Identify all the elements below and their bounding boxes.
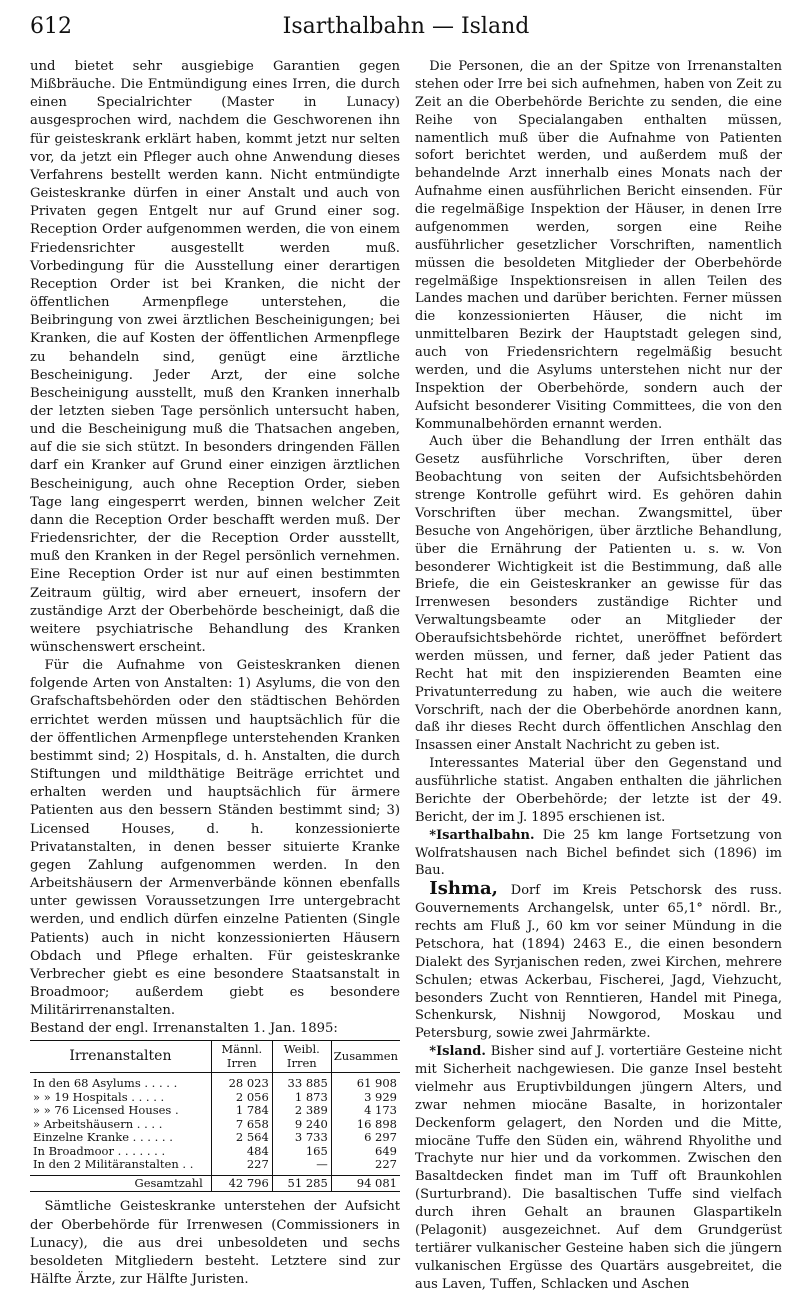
table-cell: 16 898 [331,1118,400,1132]
table-header-cell: Männl. Irren [211,1041,272,1073]
entry-text: Die 25 km lange Fortsetzung von Wolfratshausen nach Bichel befindet sich (1896) im Bau. [415,827,782,879]
entry-lemma: *Island. [429,1044,486,1060]
paragraph-anstalten: Für die Aufnahme von Geisteskranken dienen folgende Arten von Anstalten: 1) Asylums, die von den Grafschaftsbehörden oder den städtischen Behörden errichtet werden müssen und hauptsächlich für die der öffentlichen Armenpflege unterstehenden Kranken bestimmt sind; 2) Hospitals, d. h. Anstalten, die durch Stiftungen und mildthätige Beiträge errichtet und erhalten werden und hauptsächlich für ärmere Patienten aus den bessern Ständen bestimmt sind; 3) Licensed Houses, d. h. konzessionierte Privatanstalten, in denen besser situierte Kranke gegen Zahlung aufgenommen werden. In den Arbeitshäusern der Armenverbände können ebenfalls unter gewissen Voraussetzungen Irre untergebracht werden, und endlich dürfen einzelne Patienten (Single Patients) auch in nicht konzessionierten Häusern Obdach und Pflege erhalten. Für geisteskranke Verbrecher giebt es eine besondere Staatsanstalt in Broadmoor; außerdem giebt es besondere Militärirrenanstalten. [30,658,400,1019]
entry-lemma: *Isarthalbahn. [429,827,535,843]
table-cell: 28 023 [211,1073,272,1091]
table-cell: In den 68 Asylums . . . . . [33,1076,178,1091]
page-number: 612 [30,14,72,39]
table-cell: 61 908 [331,1073,400,1091]
entry-lemma: Ishma, [429,878,498,900]
table-cell: 2 564 [211,1131,272,1145]
table-cell: 51 285 [272,1175,331,1192]
table-cell: » Arbeitshäusern . . . . [33,1116,163,1131]
table-row [30,1073,400,1091]
paragraph-entmuendigung: und bietet sehr ausgiebige Garantien gegen Mißbräuche. Die Entmündigung eines Irren, die durch einen Specialrichter (Master in Lunacy) ausgesprochen wird, nachdem die Geschworenen ihn für geisteskrank erklärt haben, kommt jetzt nur selten vor, da jetzt ein Pfleger auch ohne Anwendung dieses Verfahrens bestellt werden kann. Nicht entmündigte Geisteskranke dürfen in einer Anstalt und auch von Privaten gegen Entgelt nur auf Grund einer sog. Reception Order aufgenommen werden, die von einem Friedensrichter ausgestellt werden muß. Vorbedingung für die Ausstellung einer derartigen Reception Order ist bei Kranken, die nicht der öffentlichen Armenpflege unterstehen, die Beibringung von zwei ärztlichen Bescheinigungen; bei Kranken, die auf Kosten der öffentlichen Armenpflege zu behandeln sind, genügt eine ärztliche Bescheinigung. Jeder Arzt, der eine solche Bescheinigung ausstellt, muß den Kranken innerhalb der letzten sieben Tage persönlich untersucht haben, und die Bescheinigung muß die Thatsachen angeben, auf die sie sich stützt. In besonders dringenden Fällen darf ein Kranker auf Grund einer einzigen ärztlichen Bescheinigung, auch ohne Reception Order, sieben Tage lang eingesperrt werden, binnen welcher Zeit dann die Reception Order beschafft werden muß. Der Friedensrichter, der die Reception Order ausstellt, muß den Kranken in der Regel persönlich vernehmen. Eine Reception Order ist nur auf einen bestimmten Zeitraum gültig, wird aber erneuert, insofern der zuständige Arzt der Oberbehörde bescheinigt, daß die weitere psychiatrische Behandlung des Kranken wünschenswert erscheint. [30,59,400,655]
entry-isarthalbahn [415,827,782,881]
table-cell: 649 [331,1145,400,1159]
table-header-cell: Irrenanstalten [30,1041,211,1073]
paragraph-aufsicht: Sämtliche Geisteskranke unterstehen der Aufsicht der Oberbehörde für Irrenwesen (Commissioners in Lunacy), die aus drei unbesoldeten und sechs besoldeten Mitgliedern besteht. Letztere sind zur Hälfte Ärzte, zur Hälfte Juristen. [30,1199,400,1288]
running-title: Isarthalbahn — Island [282,14,530,39]
table-cell: 2 389 [272,1104,331,1118]
table-row [30,1145,400,1159]
table-cell: 33 885 [272,1073,331,1091]
left-column [30,58,400,1289]
table-caption: Bestand der engl. Irrenanstalten 1. Jan. 1895: [30,1021,338,1037]
table-cell: 484 [211,1145,272,1159]
table-row [30,1104,400,1118]
asylum-statistics-table [30,1040,400,1192]
table-cell: 2 056 [211,1091,272,1105]
table-cell: In den 2 Militäranstalten . . [33,1157,194,1172]
table-cell: 9 240 [272,1118,331,1132]
paragraph-material: Interessantes Material über den Gegenstand und ausführliche statist. Angaben enthalten die jährlichen Berichte der Oberbehörde; der letzte ist der 49. Bericht, der im J. 1895 erschienen ist. [415,756,782,825]
table-row [30,1158,400,1175]
right-column [415,58,782,1293]
page-header [30,10,782,46]
entry-ishma [415,880,782,1043]
paragraph-berichte: Die Personen, die an der Spitze von Irrenanstalten stehen oder Irre bei sich aufnehmen, haben von Zeit zu Zeit an die Oberbehörde Berichte zu senden, die eine Reihe von Specialangaben enthalten müssen, namentlich muß über die Aufnahme von Patienten sofort berichtet werden, und außerdem muß der behandelnde Arzt innerhalb eines Monats nach der Aufnahme einen ausführlichen Bericht einsenden. Für die regelmäßige Inspektion der Häuser, in denen Irre aufgenommen werden, sorgen eine Reihe ausführlicher gesetzlicher Vorschriften, namentlich müssen die besoldeten Mitglieder der Oberbehörde regelmäßige Inspektionsreisen in allen Teilen des Landes machen und darüber berichten. Ferner müssen die konzessionierten Häuser, die nicht im unmittelbaren Bezirk der Hauptstadt gelegen sind, auch von Friedensrichtern regelmäßig besucht werden, und die Asylums unterstehen nicht nur der Inspektion der Oberbehörde, sondern auch der Aufsicht besonderer Visiting Committees, die von den Kommunalbehörden ernannt werden. [415,59,782,432]
table-cell: In Broadmoor . . . . . . . [33,1143,166,1158]
table-row [30,1131,400,1145]
table-cell: Einzelne Kranke . . . . . . [33,1130,173,1145]
table-cell: 6 297 [331,1131,400,1145]
table-cell: 227 [331,1158,400,1175]
table-cell: 1 784 [211,1104,272,1118]
table-cell: 94 081 [331,1175,400,1192]
table-cell: — [272,1158,331,1175]
table-cell: » » 19 Hospitals . . . . . [33,1089,165,1104]
table-cell: 227 [211,1158,272,1175]
table-header-cell: Weibl. Irren [272,1041,331,1073]
table-row [30,1118,400,1132]
table-total-row [30,1175,400,1192]
table-cell: 4 173 [331,1104,400,1118]
entry-island [415,1043,782,1293]
table-cell: » » 76 Licensed Houses . [33,1103,179,1118]
table-cell: 42 796 [211,1175,272,1192]
table-cell: 165 [272,1145,331,1159]
table-header-cell: Zusammen [331,1041,400,1073]
entry-text: Dorf im Kreis Petschorsk des russ. Gouvernements Archangelsk, unter 65,1° nördl. Br., rechts am Fluß J., 60 km vor seiner Mündung in die Petschora, hat (1894) 2463 E., die einen besondern Dialekt des Syrjanischen reden, zwei Kirchen, mehrere Schulen; etwas Ackerbau, Fischerei, Jagd, Viehzucht, besonders Zucht von Renntieren, Handel mit Pinega, Schenkursk, Nishnij Nowgorod, Moskau und Petersburg, sowie zwei Jahrmärkte. [415,883,782,1042]
table-cell: Gesamtzahl [30,1175,211,1192]
table-cell: 3 929 [331,1091,400,1105]
table-cell: 1 873 [272,1091,331,1105]
table-cell: 7 658 [211,1118,272,1132]
entry-text: Bisher sind auf J. vortertiäre Gesteine nicht mit Sicherheit nachgewiesen. Die ganze Insel besteht vielmehr aus Eruptivbildungen jüngern Alters, und zwar nehmen miocäne Basalte, in horizontaler Deckenform gelagert, den Norden und die Mitte, miocäne Tuffe den Süden ein, während Rhyolithe und Trachyte nur hier und da vorkommen. Zwischen den Basaltdecken findet man im Tuff oft Braunkohlen (Surturbrand). Die basaltischen Tuffe sind vielfach durch ihren Gehalt an braunen Glaspartikeln (Pelagonit) ausgezeichnet. Auf dem Grundgerüst tertiärer vulkanischer Gesteine haben sich die jüngern vulkanischen Ergüsse des Quartärs ausgebreitet, die aus Laven, Tuffen, Schlacken und Aschen [415,1044,782,1292]
table-header-row [30,1041,400,1073]
table-cell: 3 733 [272,1131,331,1145]
table-row [30,1091,400,1105]
paragraph-behandlung: Auch über die Behandlung der Irren enthält das Gesetz ausführliche Vorschriften, über deren Beobachtung von seiten der Aufsichtsbehörden strenge Kontrolle geführt wird. Es gehören dahin Vorschriften über mechan. Zwangsmittel, über Besuche von Angehörigen, über ärztliche Behandlung, über die Ernährung der Patienten u. s. w. Von besonderer Wichtigkeit ist die Bestimmung, daß alle Briefe, die ein Geisteskranker an gewisse für das Irrenwesen besonders zuständige Richter und Verwaltungsbeamte oder an Mitglieder der Oberaufsichtsbehörde richtet, uneröffnet befördert werden müssen, und ferner, daß jeder Patient das Recht hat mit den inspizierenden Beamten eine Privatunterredung zu haben, wie auch die weitere Vorschrift, nach der die Oberbehörde anordnen kann, daß ihr dieses Recht durch öffentlichen Anschlag den Insassen einer Anstalt Nachricht zu geben ist. [415,434,782,754]
